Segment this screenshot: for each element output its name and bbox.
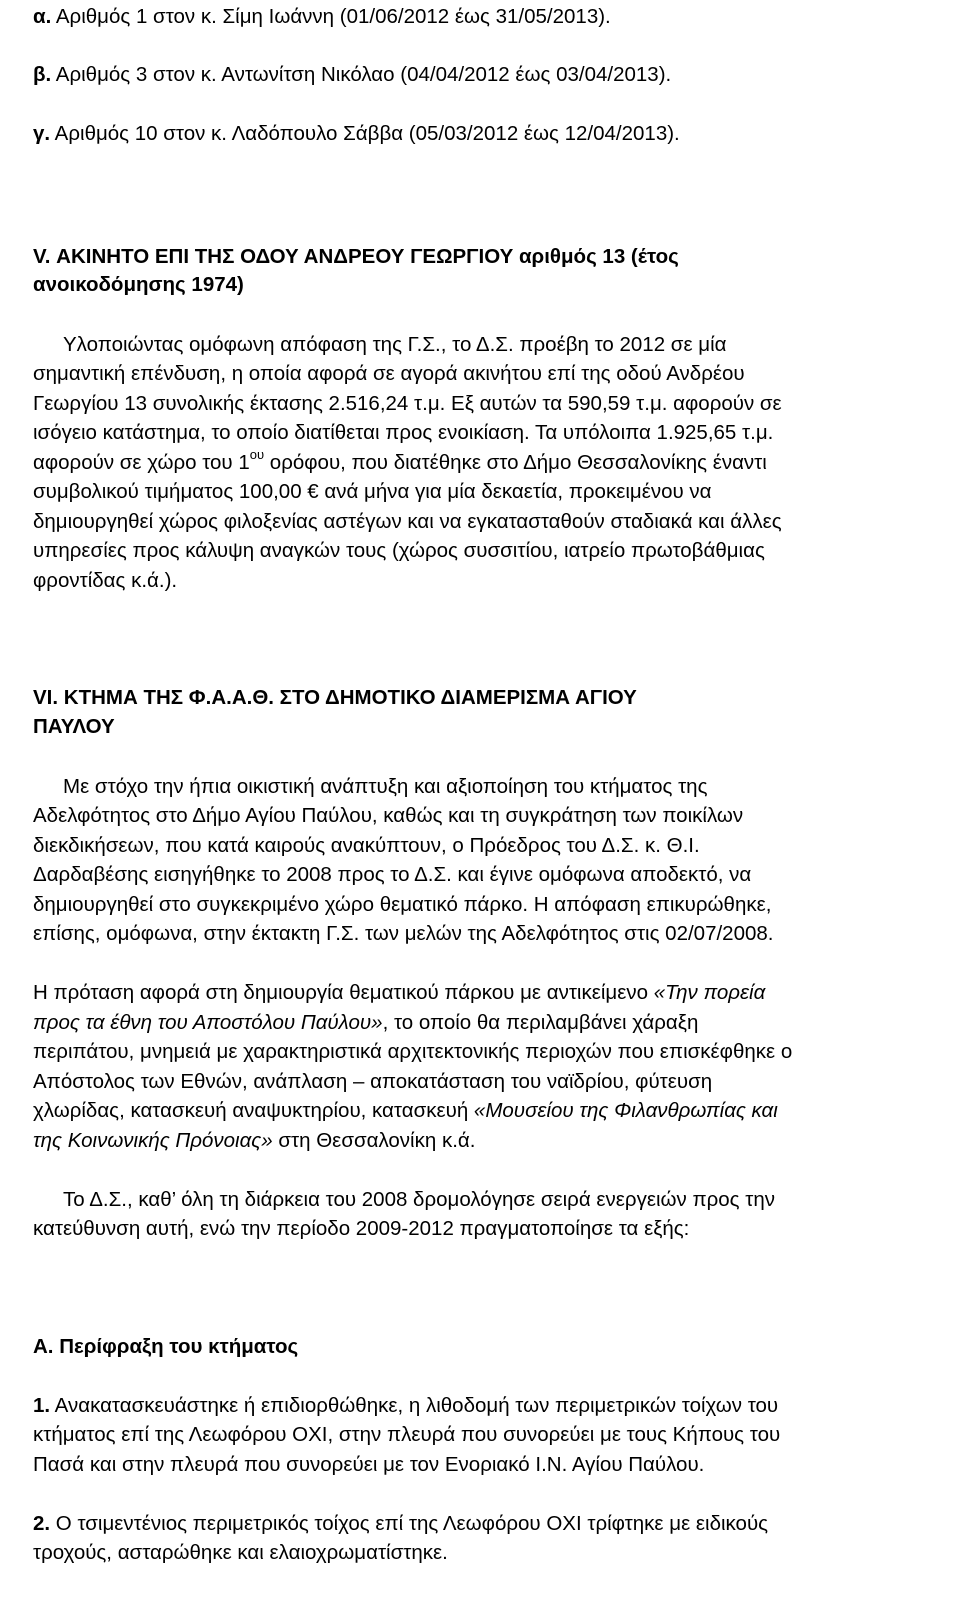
section-v-paragraph-line: ισόγειο κατάστημα, το οποίο διατίθεται προς ενοικίαση. Τα υπόλοιπα 1.925,65 τ.μ. <box>33 421 774 444</box>
text-run: Ο τσιμεντένιος περιμετρικός τοίχος επί της Λεωφόρου ΟΧΙ τρίφτηκε με ειδικούς <box>50 1512 769 1535</box>
numbered-item-line: Πασά και στην πλευρά που συνορεύει με τον Ενοριακό Ι.Ν. Αγίου Παύλου. <box>33 1453 705 1476</box>
section-v-paragraph-line: σημαντική επένδυση, η οποία αφορά σε αγορά ακινήτου επί της οδού Ανδρέου <box>33 362 745 385</box>
section-vi-paragraph-line: Με στόχο την ήπια οικιστική ανάπτυξη και αξιοποίηση του κτήματος της <box>63 775 708 798</box>
section-v-paragraph-line: δημιουργηθεί χώρος φιλοξενίας αστέγων και να εγκατασταθούν σταδιακά και άλλες <box>33 510 782 533</box>
item-number: 2. <box>33 1512 51 1535</box>
numbered-item-line: κτήματος επί της Λεωφόρου ΟΧΙ, στην πλευρά που συνορεύει με τους Κήπους του <box>33 1423 781 1446</box>
section-vi-heading-cont: ΠΑΥΛΟΥ <box>33 715 115 738</box>
section-vi-paragraph-line: κατεύθυνση αυτή, ενώ την περίοδο 2009-2012 πραγματοποίησε τα εξής: <box>33 1217 690 1240</box>
numbered-item-2 <box>33 1509 768 1539</box>
numbered-item-1 <box>33 1391 778 1421</box>
section-vi-paragraph-line <box>33 1096 778 1126</box>
section-v-paragraph-line: υπηρεσίες προς κάλυψη αναγκών τους (χώρος συσσιτίου, ιατρείο πρωτοβάθμιας <box>33 539 765 562</box>
section-vi-paragraph-line: Δαρδαβέσης εισηγήθηκε το 2008 προς το Δ.Σ. και έγινε ομόφωνα αποδεκτό, να <box>33 863 752 886</box>
list-marker: β. <box>33 63 52 86</box>
text-run: χλωρίδας, κατασκευή αναψυκτηρίου, κατασκευή <box>33 1099 474 1122</box>
section-vi-heading: VI. ΚΤΗΜΑ ΤΗΣ Φ.Α.Α.Θ. ΣΤΟ ΔΗΜΟΤΙΚΟ ΔΙΑΜΕΡΙΣΜΑ ΑΓΙΟΥ <box>33 686 637 709</box>
list-marker: α. <box>33 5 52 28</box>
section-vi-paragraph-line: διεκδικήσεων, που κατά καιρούς ανακύπτουν, ο Πρόεδρος του Δ.Σ. κ. Θ.Ι. <box>33 834 700 857</box>
list-item-a <box>33 2 611 32</box>
section-vi-paragraph-line <box>33 1126 475 1156</box>
italic-title: «Μουσείου της Φιλανθρωπίας και <box>473 1099 778 1122</box>
numbered-item-line: τροχούς, ασταρώθηκε και ελαιοχρωματίστηκε. <box>33 1541 448 1564</box>
section-v-heading: V. ΑΚΙΝΗΤΟ ΕΠΙ ΤΗΣ ΟΔΟΥ ΑΝΔΡΕΟΥ ΓΕΩΡΓΙΟΥ αριθμός 13 (έτος <box>33 245 679 268</box>
italic-title: «Την πορεία <box>653 981 766 1004</box>
section-v-paragraph-line: φροντίδας κ.ά.). <box>33 569 178 592</box>
list-item-text: Αριθμός 10 στον κ. Λαδόπουλο Σάββα (05/03/2012 έως 12/04/2013). <box>50 122 680 145</box>
section-vi-paragraph-line: Απόστολος των Εθνών, ανάπλαση – αποκατάσταση του ναϊδρίου, φύτευση <box>33 1070 713 1093</box>
text-run: Η πρόταση αφορά στη δημιουργία θεματικού πάρκου με αντικείμενο <box>33 981 654 1004</box>
section-vi-paragraph-line: Το Δ.Σ., καθ’ όλη τη διάρκεια του 2008 δρομολόγησε σειρά ενεργειών προς την <box>63 1188 776 1211</box>
list-marker: γ. <box>33 122 51 145</box>
section-v-paragraph-line: συμβολικού τιμήματος 100,00 € ανά μήνα για μία δεκαετία, προκειμένου να <box>33 480 712 503</box>
text-run: ορόφου, που διατέθηκε στο Δήμο Θεσσαλονίκης έναντι <box>264 451 767 474</box>
section-v-paragraph-line: Γεωργίου 13 συνολικής έκτασης 2.516,24 τ.μ. Εξ αυτών τα 590,59 τ.μ. αφορούν σε <box>33 392 782 415</box>
list-item-c <box>33 119 680 149</box>
subsection-a-heading: Α. Περίφραξη του κτήματος <box>33 1335 299 1358</box>
text-run: αφορούν σε χώρο του 1 <box>33 451 250 474</box>
item-number: 1. <box>33 1394 51 1417</box>
section-v-paragraph-line: Υλοποιώντας ομόφωνη απόφαση της Γ.Σ., το Δ.Σ. προέβη το 2012 σε μία <box>63 333 727 356</box>
section-vi-paragraph-line: περιπάτου, μνημειά με χαρακτηριστικά αρχιτεκτονικής περιοχών που επισκέφθηκε ο <box>33 1040 793 1063</box>
italic-title: προς τα έθνη του Αποστόλου Παύλου» <box>33 1011 383 1034</box>
text-run: , το οποίο θα περιλαμβάνει χάραξη <box>382 1011 699 1034</box>
section-vi-paragraph-line: Αδελφότητος στο Δήμο Αγίου Παύλου, καθώς και τη συγκράτηση των ποικίλων <box>33 804 744 827</box>
list-item-text: Αριθμός 3 στον κ. Αντωνίτση Νικόλαο (04/04/2012 έως 03/04/2013). <box>51 63 672 86</box>
section-vi-paragraph-line <box>33 978 765 1008</box>
section-vi-paragraph-line <box>33 1008 698 1038</box>
italic-title: της Κοινωνικής Πρόνοιας» <box>33 1129 273 1152</box>
text-run: Ανακατασκευάστηκε ή επιδιορθώθηκε, η λιθοδομή των περιμετρικών τοίχων του <box>50 1394 779 1417</box>
text-run: στη Θεσσαλονίκη κ.ά. <box>272 1129 476 1152</box>
section-vi-paragraph-line: δημιουργηθεί στο συγκεκριμένο χώρο θεματικό πάρκο. Η απόφαση επικυρώθηκε, <box>33 893 772 916</box>
section-vi-paragraph-line: επίσης, ομόφωνα, στην έκτακτη Γ.Σ. των μελών της Αδελφότητος στις 02/07/2008. <box>33 922 774 945</box>
list-item-text: Αριθμός 1 στον κ. Σίμη Ιωάννη (01/06/2012 έως 31/05/2013). <box>51 5 611 28</box>
list-item-b <box>33 60 671 90</box>
section-v-paragraph-line <box>33 448 767 478</box>
section-v-heading-cont: ανοικοδόμησης 1974) <box>33 273 244 296</box>
ordinal-superscript: ου <box>249 447 265 462</box>
